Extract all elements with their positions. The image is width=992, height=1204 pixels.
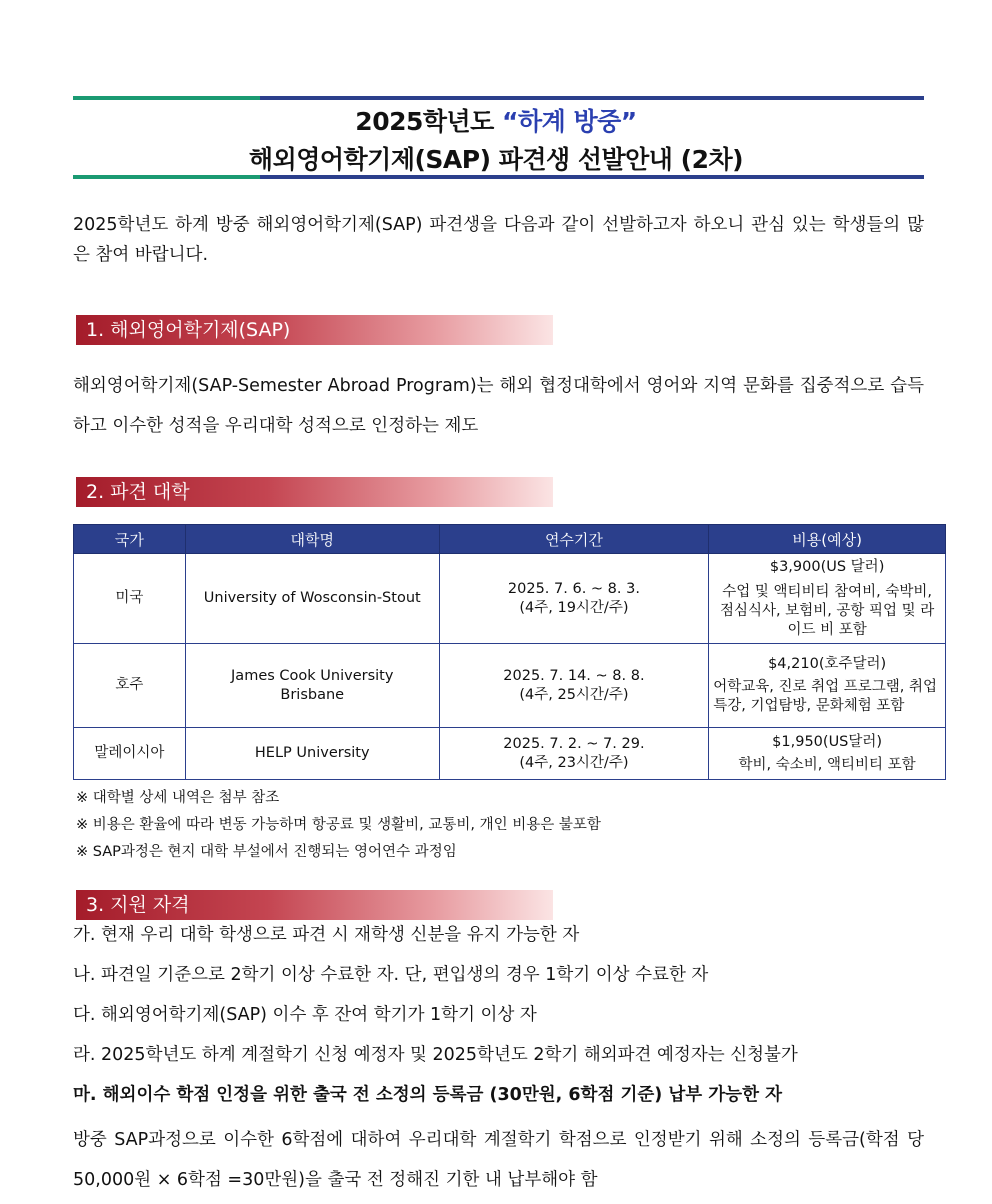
table-row <box>74 554 946 644</box>
university-table <box>73 524 946 780</box>
header-period: 연수기간 <box>439 525 709 554</box>
eligibility-item: 다. 해외영어학기제(SAP) 이수 후 잔여 학기가 1학기 이상 자 <box>73 1005 537 1025</box>
row-university: James Cook University Brisbane <box>185 644 439 728</box>
title-highlight: “하계 방중” <box>502 107 637 136</box>
section-heading-eligibility: 3. 지원 자격 <box>76 890 553 920</box>
eligibility-item: 라. 2025학년도 하계 계절학기 신청 예정자 및 2025학년도 2학기 해외파견 예정자는 신청불가 <box>73 1045 798 1065</box>
row-university: HELP University <box>185 728 439 780</box>
row-country: 말레이시아 <box>74 728 186 780</box>
row-period: 2025. 7. 2. ~ 7. 29. (4주, 23시간/주) <box>439 728 709 780</box>
sap-description: 해외영어학기제(SAP-Semester Abroad Program)는 해외 협정대학에서 영어와 지역 문화를 집중적으로 습득하고 이수한 성적을 우리대학 성적으로 인정하는 제도 <box>73 376 924 436</box>
tuition-explanation: 방중 SAP과정으로 이수한 6학점에 대하여 우리대학 계절학기 학점으로 인정받기 위해 소정의 등록금(학점 당 50,000원 × 6학점 =30만원)을 출국 전 정해진 기한 내 납부해야 함 <box>73 1130 924 1190</box>
row-period: 2025. 7. 14. ~ 8. 8. (4주, 25시간/주) <box>439 644 709 728</box>
header-university: 대학명 <box>185 525 439 554</box>
note-attachment: ※ 대학별 상세 내역은 첨부 참조 <box>76 790 280 806</box>
table-row <box>74 644 946 728</box>
title-bottom-rule <box>73 175 924 179</box>
title-top-rule <box>73 96 924 100</box>
section-heading-universities: 2. 파견 대학 <box>76 477 553 507</box>
header-cost: 비용(예상) <box>709 525 946 554</box>
intro-paragraph: 2025학년도 하계 방중 해외영어학기제(SAP) 파견생을 다음과 같이 선발하고자 하오니 관심 있는 학생들의 많은 참여 바랍니다. <box>73 215 924 265</box>
note-cost: ※ 비용은 환율에 따라 변동 가능하며 항공료 및 생활비, 교통비, 개인 비용은 불포함 <box>76 817 601 833</box>
header-country: 국가 <box>74 525 186 554</box>
page-title-line1: 2025학년도 “하계 방중” <box>355 107 637 136</box>
section-heading-sap: 1. 해외영어학기제(SAP) <box>76 315 553 345</box>
row-country: 호주 <box>74 644 186 728</box>
row-cost: $1,950(US달러) 학비, 숙소비, 액티비티 포함 <box>709 728 946 780</box>
row-period: 2025. 7. 6. ~ 8. 3. (4주, 19시간/주) <box>439 554 709 644</box>
eligibility-item: 나. 파견일 기준으로 2학기 이상 수료한 자. 단, 편입생의 경우 1학기 이상 수료한 자 <box>73 965 709 985</box>
eligibility-item-tuition: 마. 해외이수 학점 인정을 위한 출국 전 소정의 등록금 (30만원, 6학점 기준) 납부 가능한 자 <box>73 1085 782 1105</box>
row-cost: $3,900(US 달러) 수업 및 액티비티 참여비, 숙박비, 점심식사, 보험비, 공항 픽업 및 라이드 비 포함 <box>709 554 946 644</box>
table-header-row <box>74 525 946 554</box>
note-course: ※ SAP과정은 현지 대학 부설에서 진행되는 영어연수 과정임 <box>76 844 457 860</box>
row-country: 미국 <box>74 554 186 644</box>
row-university: University of Wosconsin-Stout <box>185 554 439 644</box>
table-row <box>74 728 946 780</box>
page-title-line2: 해외영어학기제(SAP) 파견생 선발안내 (2차) <box>248 145 744 174</box>
row-cost: $4,210(호주달러) 어학교육, 진로 취업 프로그램, 취업특강, 기업탐방, 문화체험 포함 <box>709 644 946 728</box>
eligibility-item: 가. 현재 우리 대학 학생으로 파견 시 재학생 신분을 유지 가능한 자 <box>73 925 580 945</box>
